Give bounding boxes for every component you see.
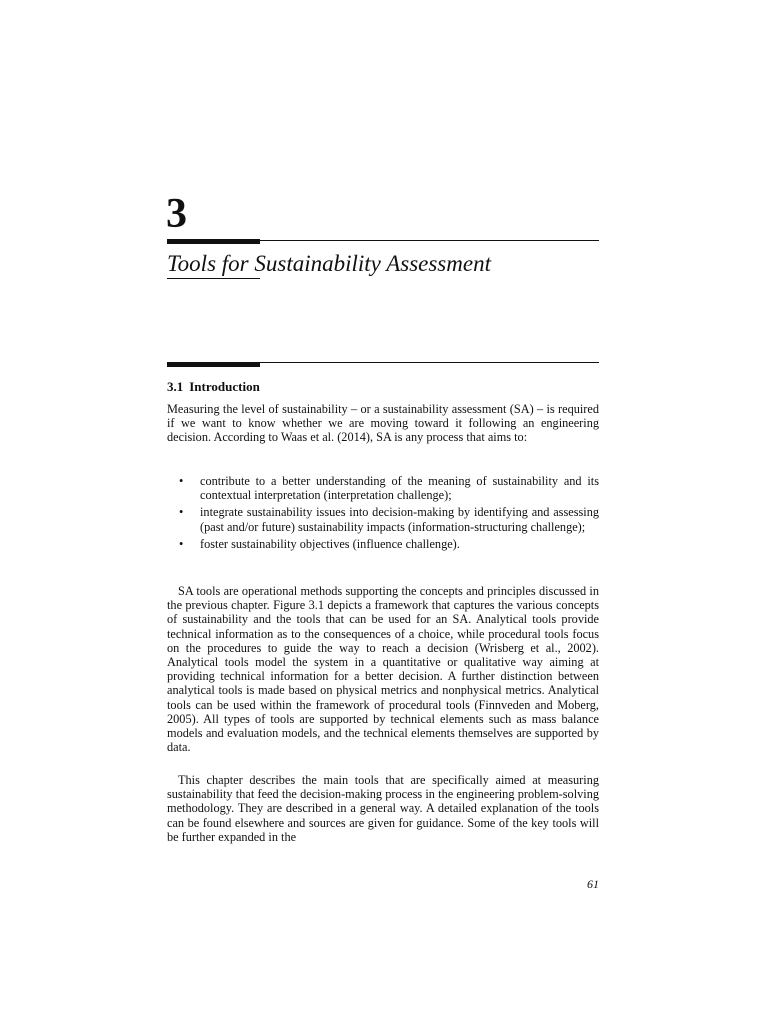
list-item: • foster sustainability objectives (influence challenge). <box>179 536 460 551</box>
chapter-number: 3 <box>166 191 187 237</box>
tools-paragraph: SA tools are operational methods supporting the concepts and principles discussed in the previous chapter. Figure 3.1 depicts a framework that captures the various concepts of sustainability and the tools that can be used for an SA. Analytical tools provide technical information as to the consequences of a choice, while procedural tools focus on the procedures to guide the way to reach a decision (Wrisberg et al., 2002). Analytical tools model the system in a quantitative or qualitative way aiming at providing technical information for a better decision. A further distinction between analytical tools is made based on physical metrics and nonphysical metrics. Analytical tools can be used within the framework of procedural tools (Finnveden and Moberg, 2005). All types of tools are supported by technical elements such as mass balance models and evaluation models, and the technical elements themselves are supported by data. <box>167 584 599 755</box>
chapter-title: Tools for Sustainability Assessment <box>167 251 491 276</box>
bullet-icon: • <box>179 505 184 520</box>
bullet-icon: • <box>179 474 184 488</box>
chapter-description-paragraph: This chapter describes the main tools that are specifically aimed at measuring sustainability that feed the decision-making process in the engineering problem-solving methodology. They are described in a general way. A detailed explanation of the tools can be found elsewhere and sources are given for guidance. Some of the key tools will be further expanded in the <box>167 773 599 844</box>
chapter-title-underline <box>167 278 260 279</box>
page-number: 61 <box>587 877 599 891</box>
section-heading <box>167 378 260 396</box>
list-item: • contribute to a better understanding of the meaning of sustainability and its contextual interpretation (interpretation challenge); <box>179 474 599 503</box>
aims-bullet-list <box>167 474 599 554</box>
chapter-rule-thin <box>167 240 599 241</box>
bullet-icon: • <box>179 536 184 551</box>
section-title: Introduction <box>189 379 260 394</box>
section-number: 3.1 <box>167 379 184 394</box>
section-rule-thin <box>167 362 599 363</box>
intro-paragraph: Measuring the level of sustainability – or a sustainability assessment (SA) – is required if we want to know whether we are moving toward it following an engineering decision. According to Waas et al. (2014), SA is any process that aims to: <box>167 402 599 445</box>
list-item: • integrate sustainability issues into decision-making by identifying and assessing (past and/or future) sustainability impacts (information-structuring challenge); <box>179 505 599 534</box>
